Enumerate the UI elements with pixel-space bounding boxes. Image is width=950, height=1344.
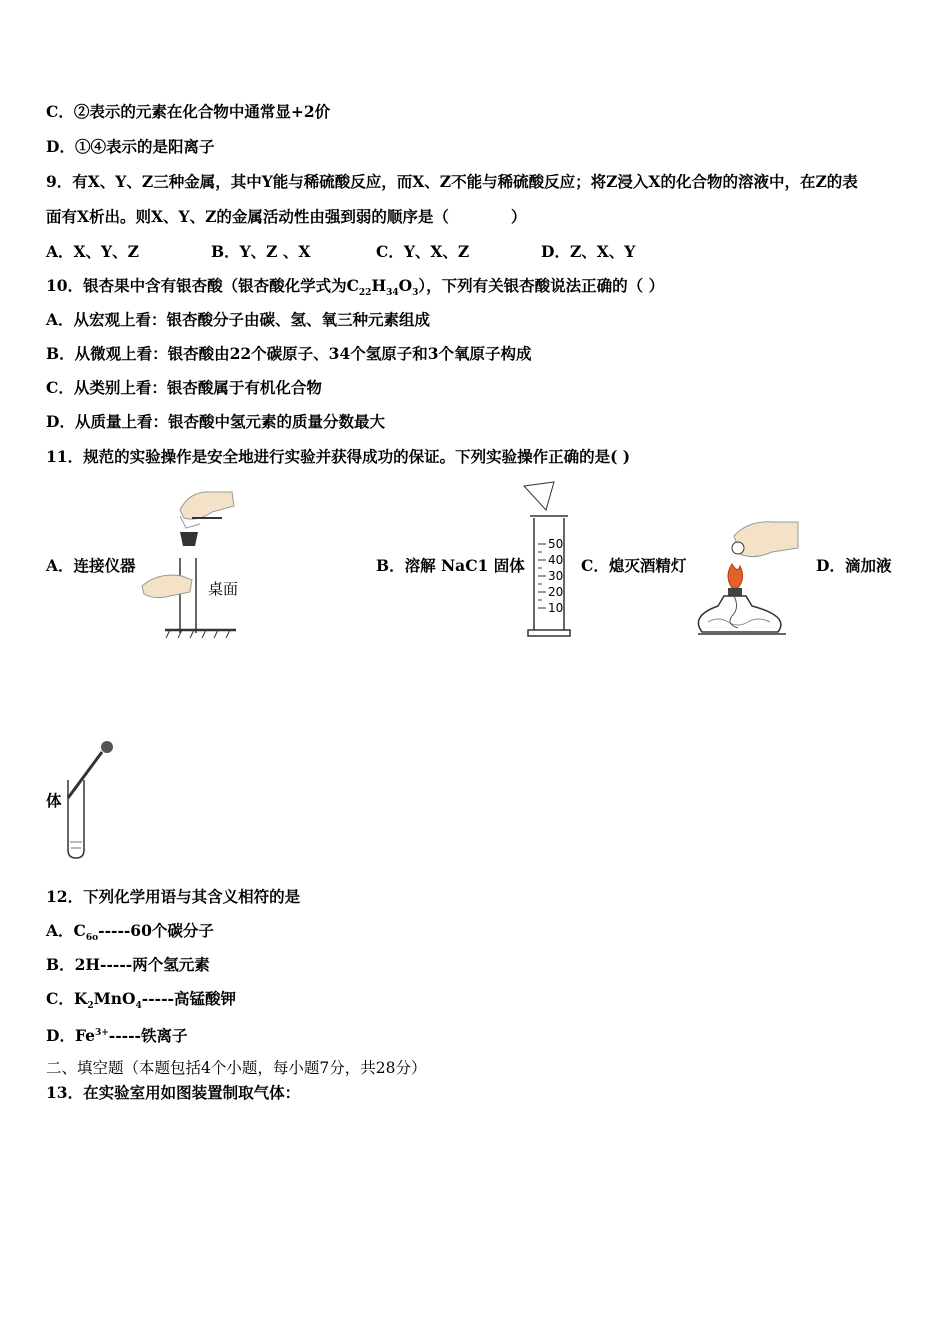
- q11-option-b-image: [520, 480, 580, 640]
- cylinder-tick-20: 20: [548, 585, 564, 599]
- q9-option-b: B．Y、Z 、X: [211, 242, 311, 261]
- formula-c-sub: 22: [358, 288, 372, 299]
- formula-o-sub: 3: [412, 288, 419, 299]
- q12-option-d-sup: 3+: [94, 1028, 109, 1038]
- q12-stem: 12．下列化学用语与其含义相符的是: [46, 887, 301, 906]
- q12-option-d-suffix: -----铁离子: [108, 1026, 188, 1046]
- q10-option-b: B．从微观上看：银杏酸由22个碳原子、34个氢原子和3个氧原子构成: [46, 344, 532, 363]
- q11-option-a-label: A．连接仪器: [46, 556, 136, 575]
- dropper-bulb-icon: [101, 741, 113, 753]
- q11-option-d-label-cont: 体: [46, 791, 62, 810]
- q9-stem-line2: 面有X析出。则X、Y、Z的金属活动性由强到弱的顺序是（ ）: [46, 207, 527, 226]
- q11-option-a-image: [140, 488, 240, 638]
- q12-option-c-sub1: 2: [87, 1001, 94, 1012]
- cylinder-tick-50: 50: [548, 537, 564, 551]
- q10-option-a: A．从宏观上看：银杏酸分子由碳、氢、氧三种元素组成: [46, 310, 431, 329]
- q12-option-b: B．2H-----两个氢元素: [46, 955, 210, 974]
- q8-option-c: C．②表示的元素在化合物中通常显+2价: [46, 102, 331, 121]
- formula-h: H: [371, 276, 387, 295]
- cylinder-tick-10: 10: [548, 601, 564, 615]
- q11-option-c-label: C．熄灭酒精灯: [581, 556, 687, 575]
- q13-stem: 13．在实验室用如图装置制取气体：: [46, 1083, 301, 1102]
- q11-stem: 11．规范的实验操作是安全地进行实验并获得成功的保证。下列实验操作正确的是( ): [46, 447, 631, 466]
- rubber-stopper-icon: [180, 532, 198, 546]
- q10-stem: [46, 276, 664, 303]
- q10-stem-prefix: 10．银杏果中含有银杏酸（银杏酸化学式为: [46, 276, 347, 295]
- dropper-icon: [68, 752, 102, 798]
- q9-option-a: A．X、Y、Z: [46, 242, 139, 261]
- q9-stem-line1: 9．有X、Y、Z三种金属，其中Y能与稀硫酸反应，而X、Z不能与稀硫酸反应；将Z浸入X的化合物的溶液中，在Z的表: [46, 172, 858, 191]
- q12-option-a-sub: 6o: [85, 933, 99, 944]
- test-tube-icon: [180, 558, 196, 633]
- hand-icon: [734, 522, 798, 557]
- q10-stem-suffix: ），下列有关银杏酸说法正确的（ ）: [418, 276, 665, 295]
- formula-o: O: [398, 276, 413, 295]
- alcohol-lamp-icon: [698, 596, 780, 632]
- q12-option-c-prefix: C．K: [46, 989, 88, 1008]
- q11-option-d-image: [60, 738, 120, 862]
- q11-option-d-label: D．滴加液: [816, 556, 892, 575]
- q12-option-a-suffix: -----60个碳分子: [98, 921, 214, 940]
- q12-option-c-mid: MnO: [93, 989, 136, 1008]
- q11-option-b-label: B．溶解 NaC1 固体: [376, 556, 525, 575]
- q12-option-d: [46, 1023, 187, 1046]
- q12-option-c: [46, 989, 236, 1016]
- test-tube-icon: [68, 780, 84, 858]
- q12-option-c-suffix: -----高锰酸钾: [141, 989, 236, 1008]
- q12-option-a-prefix: A．C: [46, 921, 86, 940]
- wick-holder-icon: [728, 588, 742, 596]
- q10-option-c: C．从类别上看：银杏酸属于有机化合物: [46, 378, 322, 397]
- q9-option-c: C．Y、X、Z: [376, 242, 470, 261]
- weighing-paper-icon: [524, 482, 554, 510]
- q11-option-c-image: [694, 518, 804, 640]
- table-label: 桌面: [208, 580, 239, 598]
- hand-icon: [142, 575, 192, 597]
- q12-option-a: [46, 921, 214, 948]
- cylinder-tick-40: 40: [548, 553, 564, 567]
- cylinder-tick-30: 30: [548, 569, 564, 583]
- q10-option-d: D．从质量上看：银杏酸中氢元素的质量分数最大: [46, 412, 385, 431]
- q9-option-d: D．Z、X、Y: [541, 242, 636, 261]
- q12-option-c-sub2: 4: [135, 1001, 142, 1012]
- section-2-title: 二、填空题（本题包括4个小题，每小题7分，共28分）: [46, 1059, 427, 1077]
- lamp-cap-icon: [732, 542, 744, 554]
- q8-option-d: D．①④表示的是阳离子: [46, 137, 215, 156]
- flame-icon: [728, 564, 743, 588]
- formula-c: C: [346, 276, 359, 295]
- formula-h-sub: 34: [386, 288, 399, 299]
- q12-option-d-prefix: D．Fe: [46, 1026, 95, 1046]
